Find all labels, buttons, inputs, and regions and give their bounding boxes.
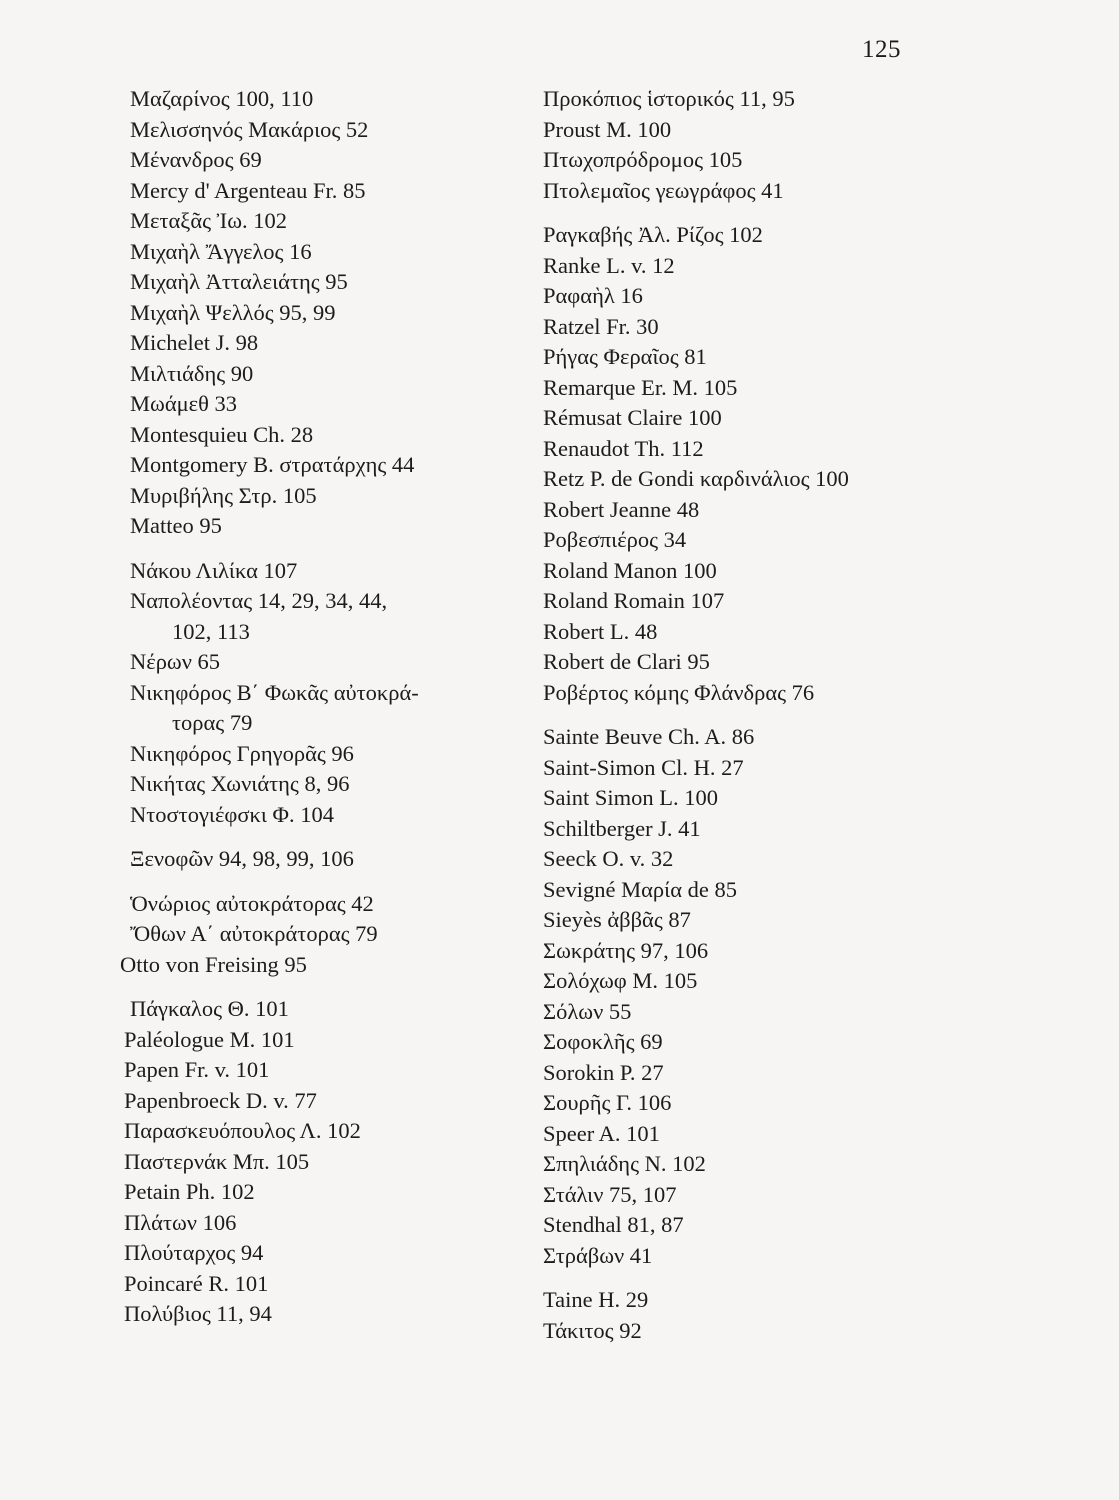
index-entry: Poincaré R. 101 <box>124 1270 269 1296</box>
index-entry: Ντοστογιέφσκι Φ. 104 <box>130 801 334 827</box>
index-entry: Saint Simon L. 100 <box>543 785 719 810</box>
page-number: 125 <box>862 36 901 63</box>
index-entry: Νικηφόρος Β΄ Φωκᾶς αὐτοκρά- <box>130 679 419 705</box>
index-entry: Σολόχωφ Μ. 105 <box>543 968 698 993</box>
index-entry: Paléologue M. 101 <box>124 1026 295 1052</box>
index-entry: Σπηλιάδης Ν. 102 <box>543 1151 706 1176</box>
index-entry: Robert L. 48 <box>543 618 658 644</box>
index-entry: Μαζαρίνος 100, 110 <box>130 86 314 111</box>
index-entry: Σωκράτης 97, 106 <box>543 937 709 963</box>
index-entry: Roland Manon 100 <box>543 557 717 583</box>
index-entry: Τάκιτος 92 <box>543 1317 642 1343</box>
index-entry: Νικηφόρος Γρηγορᾶς 96 <box>130 740 354 766</box>
index-entry: Rémusat Claire 100 <box>543 405 722 430</box>
index-entry: Μιλτιάδης 90 <box>130 360 254 386</box>
index-entry: Proust M. 100 <box>543 116 672 142</box>
index-entry: Μελισσηνός Μακάριος 52 <box>130 116 369 142</box>
index-entry: Papenbroeck D. v. 77 <box>124 1087 317 1113</box>
section-gap <box>130 830 530 844</box>
index-entry: Sainte Beuve Ch. A. 86 <box>543 724 755 749</box>
index-entry: Robert de Clari 95 <box>543 649 710 674</box>
index-entry: Stendhal 81, 87 <box>543 1212 684 1237</box>
index-column-right <box>543 84 963 1346</box>
index-entry: Retz P. de Gondi καρδινάλιος 100 <box>543 466 849 491</box>
index-entry: Speer A. 101 <box>543 1120 660 1146</box>
index-entry: Στράβων 41 <box>543 1242 653 1268</box>
index-entry: Ὄθων Α΄ αὐτοκράτορας 79 <box>130 921 378 946</box>
index-entry: Μεταξᾶς Ἰω. 102 <box>130 208 288 233</box>
index-entry: Σουρῆς Γ. 106 <box>543 1090 672 1115</box>
index-entry: Πτωχοπρόδρομος 105 <box>543 147 743 172</box>
index-entry: Petain Ph. 102 <box>124 1179 255 1204</box>
index-entry: Ροβέρτος κόμης Φλάνδρας 76 <box>543 679 815 705</box>
index-entry: Νάκου Λιλίκα 107 <box>130 557 298 583</box>
index-entry: Παρασκευόπουλος Λ. 102 <box>124 1118 361 1143</box>
index-entry-continuation: τορας 79 <box>172 710 253 735</box>
index-entry: Μωάμεθ 33 <box>130 391 238 416</box>
index-entry: Ratzel Fr. 30 <box>543 313 659 339</box>
index-entry: Μιχαὴλ Ψελλός 95, 99 <box>130 299 336 325</box>
index-entry: Πλάτων 106 <box>124 1209 237 1235</box>
index-entry: Πτολεμαῖος γεωγράφος 41 <box>543 177 784 203</box>
index-entry: Michelet J. 98 <box>130 330 259 355</box>
index-entry: Saint-Simon Cl. H. 27 <box>543 754 744 780</box>
index-entry: Montesquieu Ch. 28 <box>130 421 314 447</box>
index-entry: Ναπολέοντας 14, 29, 34, 44, <box>130 588 388 613</box>
index-entry: Ρήγας Φεραῖος 81 <box>543 344 707 369</box>
index-entry: Matteo 95 <box>130 513 222 538</box>
section-gap <box>130 875 530 889</box>
index-entry: Ροβεσπιέρος 34 <box>543 527 687 552</box>
section-gap <box>130 980 530 994</box>
index-entry: Μυριβήλης Στρ. 105 <box>130 482 317 508</box>
index-entry: Seeck O. v. 32 <box>543 846 674 871</box>
index-entry: Sevigné Μαρία de 85 <box>543 876 737 902</box>
index-entry: Πολύβιος 11, 94 <box>124 1301 272 1326</box>
index-entry: Σοφοκλῆς 69 <box>543 1029 663 1054</box>
index-entry: Remarque Er. M. 105 <box>543 374 738 400</box>
index-entry: Μιχαὴλ Ἄγγελος 16 <box>130 238 312 264</box>
index-entry-continuation: 102, 113 <box>172 618 250 644</box>
section-gap <box>543 1271 963 1285</box>
index-entry: Robert Jeanne 48 <box>543 496 700 522</box>
index-entry: Sorokin P. 27 <box>543 1059 664 1085</box>
index-entry: Ξενοφῶν 94, 98, 99, 106 <box>130 846 354 871</box>
index-entry: Ραφαὴλ 16 <box>543 283 643 308</box>
index-entry: Σόλων 55 <box>543 998 632 1024</box>
index-entry: Papen Fr. v. 101 <box>124 1057 270 1082</box>
index-entry: Μένανδρος 69 <box>130 147 262 172</box>
index-entry: Ranke L. v. 12 <box>543 252 675 278</box>
index-entry: Taine H. 29 <box>543 1287 649 1312</box>
index-entry: Πάγκαλος Θ. 101 <box>130 996 289 1021</box>
index-entry: Πλούταρχος 94 <box>124 1240 264 1265</box>
index-entry: Προκόπιος ἱστορικός 11, 95 <box>543 86 795 111</box>
index-entry: Παστερνάκ Μπ. 105 <box>124 1148 310 1174</box>
index-entry: Ὁνώριος αὐτοκράτορας 42 <box>130 890 374 916</box>
index-column-left <box>120 84 530 1330</box>
index-entry: Schiltberger J. 41 <box>543 815 701 841</box>
index-entry: Mercy d' Argenteau Fr. 85 <box>130 177 366 203</box>
index-entry: Ραγκαβής Ἀλ. Ρίζος 102 <box>543 222 763 247</box>
index-entry: Otto von Freising 95 <box>120 951 307 977</box>
index-entry: Μιχαὴλ Ἀτταλειάτης 95 <box>130 269 348 294</box>
index-entry: Montgomery B. στρατάρχης 44 <box>130 452 415 477</box>
index-entry: Νικήτας Χωνιάτης 8, 96 <box>130 771 350 796</box>
section-gap <box>543 708 963 722</box>
index-entry: Sieyès ἀββᾶς 87 <box>543 907 691 932</box>
section-gap <box>130 542 530 556</box>
index-entry: Νέρων 65 <box>130 649 221 674</box>
index-entry: Roland Romain 107 <box>543 588 725 613</box>
index-entry: Renaudot Th. 112 <box>543 435 704 461</box>
index-entry: Στάλιν 75, 107 <box>543 1181 677 1207</box>
section-gap <box>543 206 963 220</box>
